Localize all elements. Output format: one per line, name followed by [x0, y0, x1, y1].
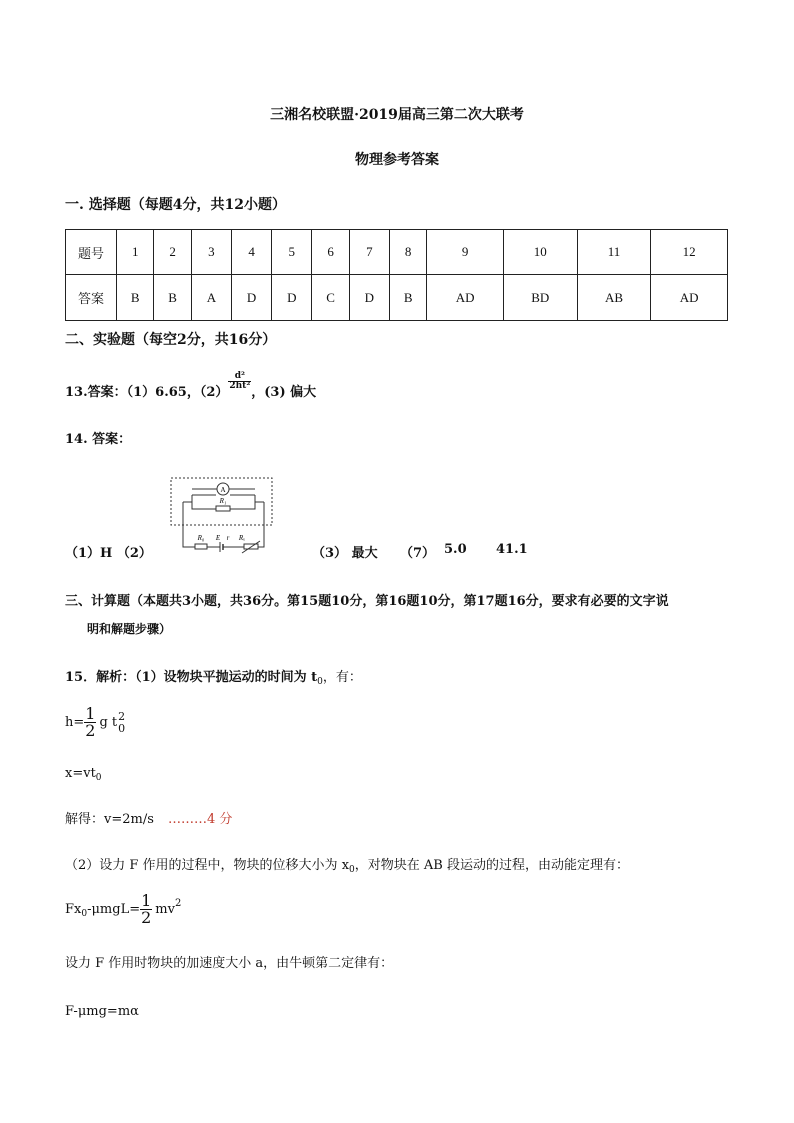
eq3-right: mv	[155, 902, 175, 917]
eq1-right: g t	[99, 715, 118, 730]
page-subtitle: 物理参考答案	[355, 152, 439, 168]
q15-eq2	[65, 766, 102, 781]
q13-fraction	[228, 372, 251, 391]
eq1-num: 1	[85, 704, 96, 723]
q13-frac-den: 2ht²	[229, 381, 251, 391]
section3-heading: 三、计算题（本题共3小题，共36分。第15题10分，第16题10分，第17题16分，要求有必要的文字说	[65, 594, 669, 609]
eq3-mid: -μmgL=	[87, 902, 141, 917]
answer-cell: D	[272, 275, 312, 321]
rx-label: Rₓ	[238, 534, 246, 542]
answer-cell: C	[312, 275, 349, 321]
q15-intro	[65, 666, 362, 685]
eq1-sup: 2	[118, 709, 126, 723]
r1-label: R₁	[219, 497, 227, 505]
q15-part2	[65, 854, 629, 873]
answer-cell: AD	[651, 275, 728, 321]
q14-value-1: 5.0	[444, 542, 467, 557]
q15-eq1	[65, 706, 125, 739]
part2-b: ，对物块在 AB 段运动的过程，由动能定理有：	[354, 858, 629, 873]
eq3-den: 2	[141, 908, 152, 927]
question-number-cell: 8	[389, 230, 426, 275]
circuit-diagram	[168, 474, 278, 554]
q15-solve	[65, 808, 232, 827]
q15-eq4: F-μmg=mα	[65, 1004, 139, 1019]
r0-label: R₀	[197, 534, 205, 542]
q13-answer	[65, 371, 317, 400]
q15-intro-sub: 0	[317, 677, 323, 687]
question-number-cell: 4	[232, 230, 272, 275]
eq1-fraction	[84, 706, 96, 739]
answer-cell: A	[191, 275, 231, 321]
question-number-cell: 9	[427, 230, 504, 275]
part2-sub: 0	[349, 865, 355, 875]
page-title: 三湘名校联盟·2019届高三第二次大联考	[270, 107, 524, 123]
eq3-fraction	[140, 893, 152, 926]
q14-part1: （1）H （2）	[65, 546, 152, 561]
r-label: r	[226, 534, 230, 542]
answer-cell: D	[349, 275, 389, 321]
question-number-cell: 2	[154, 230, 191, 275]
eq1-script	[118, 711, 125, 734]
question-number-cell: 5	[272, 230, 312, 275]
resistor-r0-icon	[195, 544, 207, 549]
q13-frac-num: d²	[228, 372, 251, 382]
question-number-cell: 7	[349, 230, 389, 275]
section2-heading: 二、实验题（每空2分，共16分）	[65, 332, 277, 348]
section1-heading: 一. 选择题（每题4分，共12小题）	[65, 197, 286, 213]
table-row-answers	[66, 275, 728, 321]
eq3-num: 1	[141, 891, 152, 910]
answer-cell: AD	[427, 275, 504, 321]
eq1-den: 2	[85, 721, 96, 740]
question-number-cell: 3	[191, 230, 231, 275]
ammeter-label: A	[220, 486, 226, 494]
q13-prefix: 13.答案：（1）6.65，（2）	[65, 385, 229, 400]
solve-text: 解得：v=2m/s	[65, 812, 154, 827]
eq2-text: x=vt	[65, 766, 96, 781]
q13-suffix: ，(3) 偏大	[251, 385, 317, 400]
question-number-cell: 1	[117, 230, 154, 275]
eq1-sub: 0	[118, 721, 126, 735]
q14-part3: （3） 最大	[312, 546, 378, 561]
resistor-r1-icon	[216, 506, 230, 511]
q15-part2c: 设力 F 作用时物块的加速度大小 a，由牛顿第二定律有：	[65, 956, 394, 971]
row-header-questions: 题号	[66, 230, 117, 275]
eq3-sub: 0	[81, 909, 88, 919]
e-label: E	[215, 534, 221, 542]
answer-table	[65, 229, 728, 321]
row-header-answers: 答案	[66, 275, 117, 321]
answer-cell: B	[117, 275, 154, 321]
question-number-cell: 11	[577, 230, 651, 275]
q15-intro-text: 15．解析：（1）设物块平抛运动的时间为 t	[65, 670, 318, 685]
eq1-left: h=	[65, 715, 85, 730]
q15-intro-end: ，有：	[322, 670, 362, 685]
table-row-questions	[66, 230, 728, 275]
answer-cell: AB	[577, 275, 651, 321]
eq3-left: Fx	[65, 902, 82, 917]
answer-cell: B	[389, 275, 426, 321]
score-text: ………4 分	[168, 812, 233, 827]
section3-heading-cont: 明和解题步骤）	[87, 622, 172, 636]
answer-cell: BD	[503, 275, 577, 321]
part2-a: （2）设力 F 作用的过程中，物块的位移大小为 x	[65, 858, 350, 873]
question-number-cell: 12	[651, 230, 728, 275]
q14-part7: （7）	[400, 546, 436, 561]
q14-heading: 14. 答案：	[65, 432, 132, 447]
eq2-sub: 0	[95, 773, 102, 783]
question-number-cell: 10	[503, 230, 577, 275]
answer-cell: B	[154, 275, 191, 321]
question-number-cell: 6	[312, 230, 349, 275]
eq3-sup: 2	[174, 898, 182, 909]
answer-cell: D	[232, 275, 272, 321]
q14-value-2: 41.1	[496, 542, 528, 557]
q15-eq3	[65, 893, 181, 926]
